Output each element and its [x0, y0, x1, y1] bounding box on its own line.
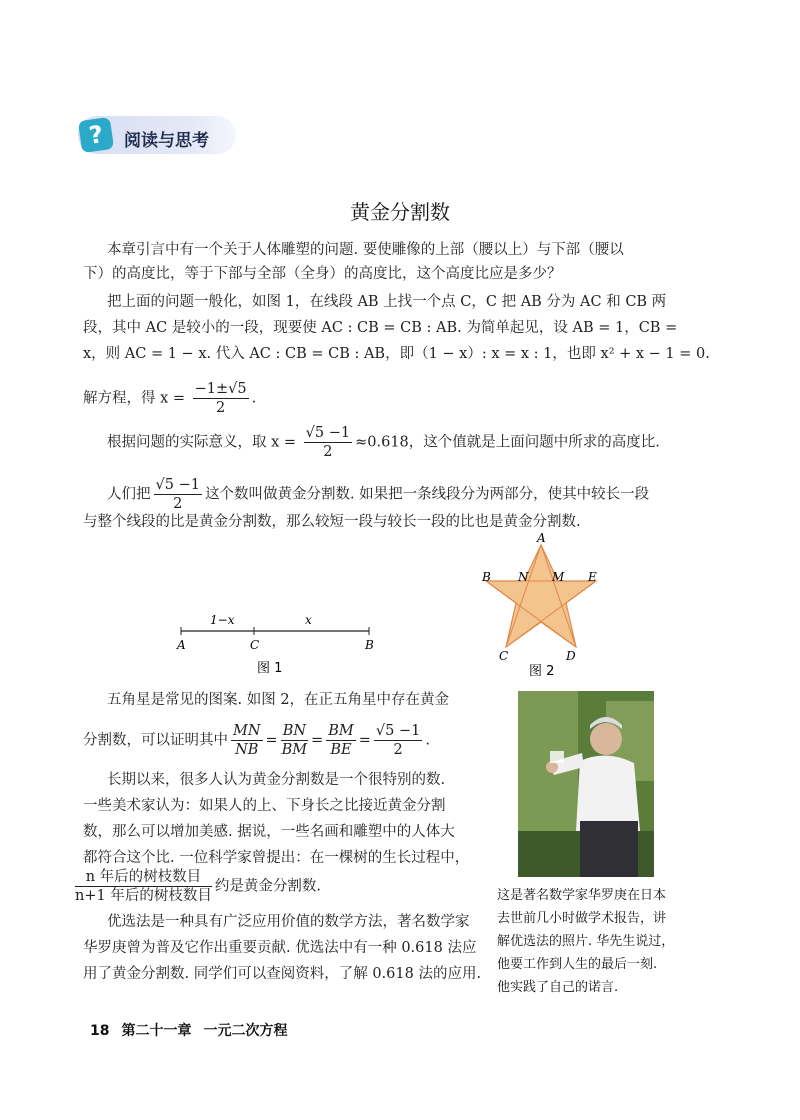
para7-line3: 用了黄金分割数. 同学们可以查阅资料，了解 0.618 法的应用.: [83, 966, 482, 982]
tree-branch-fraction: $\frac{\text{n 年后的树枝数目}}{\text{n+1 年后的树枝数目}}$: [75, 869, 212, 904]
solution-fraction: $\frac{-1\pm√5}{2}$: [194, 381, 247, 416]
photo-caption: 这是著名数学家华罗庚在日本 去世前几小时做学术报告，讲 解优选法的照片. 华先生说过， 他要工作到人生的最后一刻. 他实践了自己的诺言.: [497, 888, 675, 995]
para4-line2: 与整个线段的比是黄金分割数，那么较短一段与较长一段的比也是黄金分割数.: [83, 514, 581, 530]
ratio-bm-be: $\frac{BM}{BE}$: [328, 723, 354, 758]
chapter-topic: 一元二次方程: [203, 1023, 288, 1039]
photo-illustration: [518, 691, 654, 877]
star-point-a: A: [537, 532, 546, 545]
para2-line4: 解方程，得 x = $\frac{-1\pm√5}{2}$ .: [83, 381, 257, 416]
page-footer: [90, 1020, 299, 1040]
chapter-label: 第二十一章: [121, 1023, 192, 1039]
point-b: B: [365, 638, 374, 652]
point-c: C: [250, 638, 260, 652]
para6-line4: 都符合这个比. 一位科学家曾提出：在一棵树的生长过程中，: [83, 850, 470, 866]
star-point-b: B: [482, 570, 491, 584]
para6-line5: $\frac{\text{n 年后的树枝数目}}{\text{n+1 年后的树枝数目}}$ 约是黄金分割数.: [75, 869, 321, 904]
pentagram: [486, 545, 596, 647]
star-point-n: N: [518, 570, 529, 584]
figure-1-caption: 图 1: [257, 661, 283, 676]
star-point-d: D: [566, 649, 576, 663]
para2-line2: 段，其中 AC 是较小的一段，现要使 AC : CB = CB : AB. 为简单起见，设 AB = 1，CB =: [83, 320, 678, 336]
star-point-e: E: [588, 570, 597, 584]
star-point-c: C: [499, 649, 509, 663]
photo-hua-luogeng: [518, 691, 654, 877]
golden-fraction: $\frac{√5 -1}{2}$: [155, 477, 200, 512]
label-x: x: [305, 613, 312, 627]
para4-line1: 人们把 $\frac{√5 -1}{2}$ 这个数叫做黄金分割数. 如果把一条线段分为两部分，使其中较长一段: [107, 477, 650, 512]
golden-fraction: $\frac{√5 -1}{2}$: [305, 425, 351, 460]
star-point-m: M: [552, 570, 565, 584]
para6-line3: 数，那么可以增加美感. 据说，一些名画和雕塑中的人体大: [83, 824, 455, 840]
page-number: 18: [90, 1023, 110, 1039]
label-1-x: 1−x: [210, 613, 235, 627]
section-label: 阅读与思考: [124, 131, 209, 151]
para1-line1: 本章引言中有一个关于人体雕塑的问题. 要使雕像的上部（腰以上）与下部（腰以: [107, 242, 624, 258]
figure-1: [160, 610, 400, 690]
page-title: 黄金分割数: [350, 200, 450, 224]
question-icon: ?: [78, 117, 114, 153]
figure-2-caption: 图 2: [529, 664, 555, 679]
para1-line2: 下）的高度比，等于下部与全部（全身）的高度比，这个高度比应是多少？: [83, 266, 562, 282]
para6-line1: 长期以来，很多人认为黄金分割数是一个很特别的数.: [107, 772, 446, 788]
golden-fraction: $\frac{√5 -1}{2}$: [375, 723, 421, 758]
ratio-mn-nb: $\frac{MN}{NB}$: [233, 723, 261, 758]
para5-line2: 分割数，可以证明其中 $\frac{MN}{NB}$ = $\frac{BN}{BM}$ = $\frac{BM}{BE}$ = $\frac{√5 -1}{2}$ .: [83, 723, 430, 758]
ratio-bn-bm: $\frac{BN}{BM}$: [281, 723, 308, 758]
para5-line1: 五角星是常见的图案. 如图 2，在正五角星中存在黄金: [107, 692, 450, 708]
para7-line2: 华罗庚曾为普及它作出重要贡献. 优选法中有一种 0.618 法应: [83, 940, 477, 956]
para2-line1: 把上面的问题一般化，如图 1，在线段 AB 上找一个点 C，C 把 AB 分为 AC 和 CB 两: [107, 294, 667, 310]
para7-line1: 优选法是一种具有广泛应用价值的数学方法，著名数学家: [107, 914, 470, 930]
para2-line3: x，则 AC = 1 − x. 代入 AC : CB = CB : AB，即（1 − x）: x = x : 1，也即 x² + x − 1 = 0.: [83, 346, 710, 362]
figure-2: [470, 532, 620, 682]
para3: 根据问题的实际意义，取 x = $\frac{√5 -1}{2}$ ≈0.618，这个值就是上面问题中所求的高度比.: [107, 425, 660, 460]
para6-line2: 一些美术家认为：如果人的上、下身长之比接近黄金分割: [83, 798, 446, 814]
point-a: A: [177, 638, 186, 652]
